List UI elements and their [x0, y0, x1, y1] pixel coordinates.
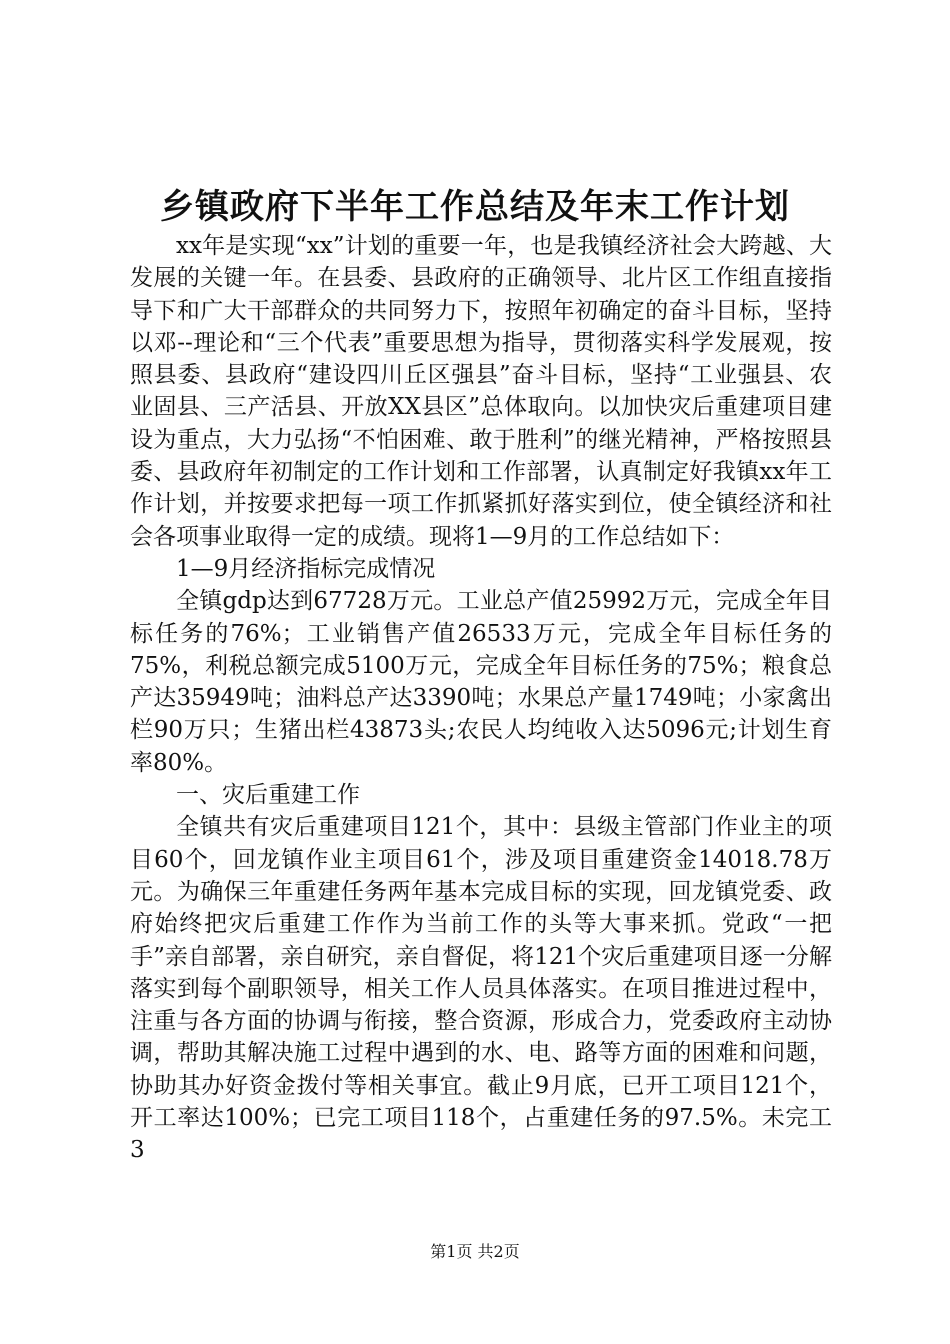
- paragraph-economic-indicators: 全镇gdp达到67728万元。工业总产值25992万元，完成全年目标任务的76%；工业销售产值26533万元，完成全年目标任务的75%，利税总额完成5100万元，完成全年目标任务的75%；粮食总产达35949吨；油料总产达3390吨；水果总产量1749吨；小家禽出栏90万只；生猪出栏43873头;农民人均纯收入达5096元;计划生育率80%。: [130, 588, 832, 776]
- page-number-footer: 第1页 共2页: [430, 1242, 520, 1261]
- section-heading-economic: 1—9月经济指标完成情况: [176, 555, 436, 582]
- document-title: 乡镇政府下半年工作总结及年末工作计划: [160, 187, 790, 227]
- paragraph-intro: xx年是实现“xx”计划的重要一年，也是我镇经济社会大跨越、大发展的关键一年。在县委、县政府的正确领导、北片区工作组直接指导下和广大干部群众的共同努力下，按照年初确定的奋斗目标，坚持以邓--理论和“三个代表”重要思想为指导，贯彻落实科学发展观，按照县委、县政府“建设四川丘区强县”奋斗目标，坚持“工业强县、农业固县、三产活县、开放XX县区”总体取向。以加快灾后重建项目建设为重点，大力弘扬“不怕困难、敢于胜利”的继光精神，严格按照县委、县政府年初制定的工作计划和工作部署，认真制定好我镇xx年工作计划，并按要求把每一项工作抓紧抓好落实到位，使全镇经济和社会各项事业取得一定的成绩。现将1—9月的工作总结如下：: [130, 233, 832, 550]
- section-heading-reconstruction: 一、灾后重建工作: [176, 782, 360, 809]
- paragraph-reconstruction: 全镇共有灾后重建项目121个，其中：县级主管部门作业主的项目60个，回龙镇作业主项目61个，涉及项目重建资金14018.78万元。为确保三年重建任务两年基本完成目标的实现，回龙镇党委、政府始终把灾后重建工作作为当前工作的头等大事来抓。党政“一把手”亲自部署，亲自研究，亲自督促，将121个灾后重建项目逐一分解落实到每个副职领导，相关工作人员具体落实。在项目推进过程中，注重与各方面的协调与衔接，整合资源，形成合力，党委政府主动协调，帮助其解决施工过程中遇到的水、电、路等方面的困难和问题，协助其办好资金拨付等相关事宜。截止9月底，已开工项目121个，开工率达100%；已完工项目118个，占重建任务的97.5%。未完工3: [130, 814, 832, 1164]
- document-body: [130, 230, 832, 1167]
